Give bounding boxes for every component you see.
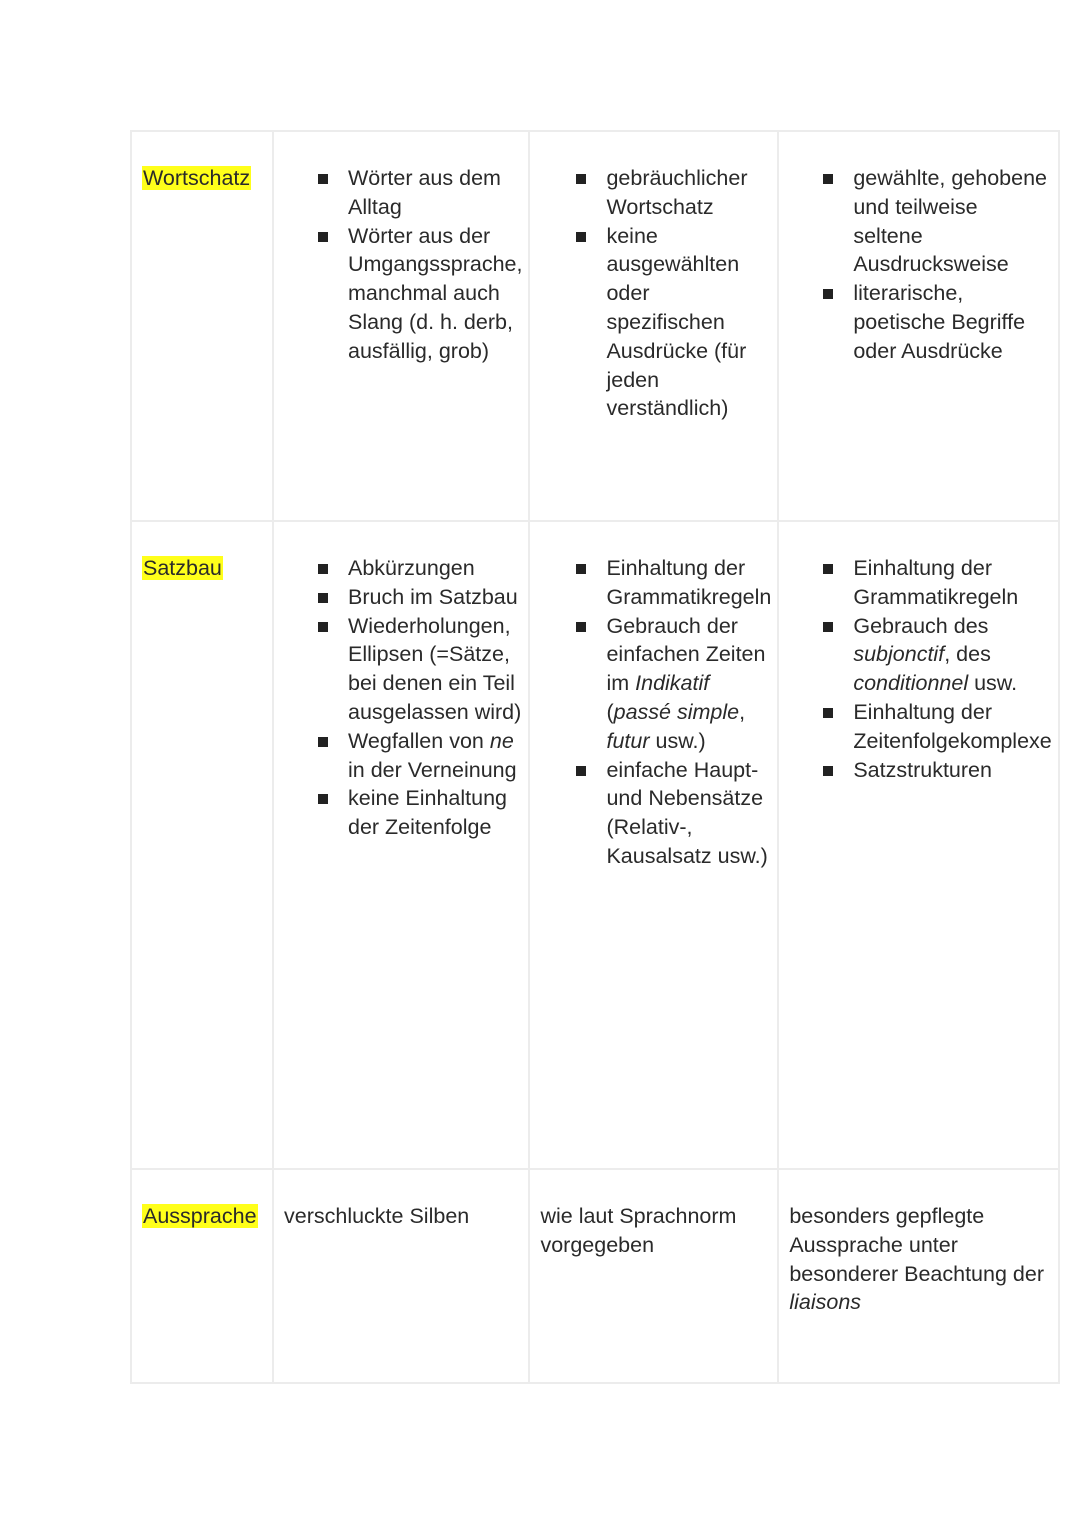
row-label-satzbau: Satzbau [143,556,222,580]
list-item: Einhaltung der Grammatikregeln [572,554,771,612]
list-item: Wörter aus dem Alltag [314,164,522,222]
list-item: Gebrauch des subjonctif, des conditionnel usw. [819,612,1051,698]
list-item: literarische, poetische Begriffe oder Ausdrücke [819,279,1051,365]
cell-col2 [273,521,529,1169]
cell-col2 [273,131,529,521]
cell-text: verschluckte Silben [284,1204,470,1228]
list-item: gewählte, gehobene und teilweise seltene Ausdrucksweise [819,164,1051,279]
list-item: Einhaltung der Grammatikregeln [819,554,1051,612]
list-item: Bruch im Satzbau [314,583,522,612]
list-item: Wegfallen von ne in der Verneinung [314,727,522,785]
table-row-satzbau [131,521,1059,1169]
cell-col3 [529,521,778,1169]
list-item: Wiederholungen, Ellipsen (=Sätze, bei denen ein Teil ausgelassen wird) [314,612,522,727]
list-item: Einhaltung der Zeitenfolgekomplexe [819,698,1051,756]
list-item: Abkürzungen [314,554,522,583]
register-table [130,130,1060,1384]
list-item: keine ausgewählten oder spezifischen Ausdrücke (für jeden verständlich) [572,222,771,424]
table-row-aussprache [131,1169,1059,1383]
cell-text: besonders gepflegte Aussprache unter besonderer Beachtung der liaisons [789,1204,1044,1315]
row-label-cell [131,131,273,521]
cell-col2 [273,1169,529,1383]
row-label-cell [131,521,273,1169]
cell-col4 [778,521,1058,1169]
cell-col4 [778,1169,1058,1383]
cell-col3 [529,131,778,521]
cell-col4 [778,131,1058,521]
list-item: gebräuchlicher Wortschatz [572,164,771,222]
list-item: Gebrauch der einfachen Zeiten im Indikatif (passé simple, futur usw.) [572,612,771,756]
row-label-wortschatz: Wortschatz [143,166,251,190]
cell-col3 [529,1169,778,1383]
cell-text: wie laut Sprachnorm vorgegeben [540,1204,737,1257]
table-row-wortschatz [131,131,1059,521]
list-item: Satzstrukturen [819,756,1051,785]
list-item: Wörter aus der Umgangssprache, manchmal auch Slang (d. h. derb, ausfällig, grob) [314,222,522,366]
list-item: einfache Haupt- und Nebensätze (Relativ-, Kausalsatz usw.) [572,756,771,871]
row-label-aussprache: Aussprache [143,1204,257,1228]
row-label-cell [131,1169,273,1383]
list-item: keine Einhaltung der Zeitenfolge [314,784,522,842]
